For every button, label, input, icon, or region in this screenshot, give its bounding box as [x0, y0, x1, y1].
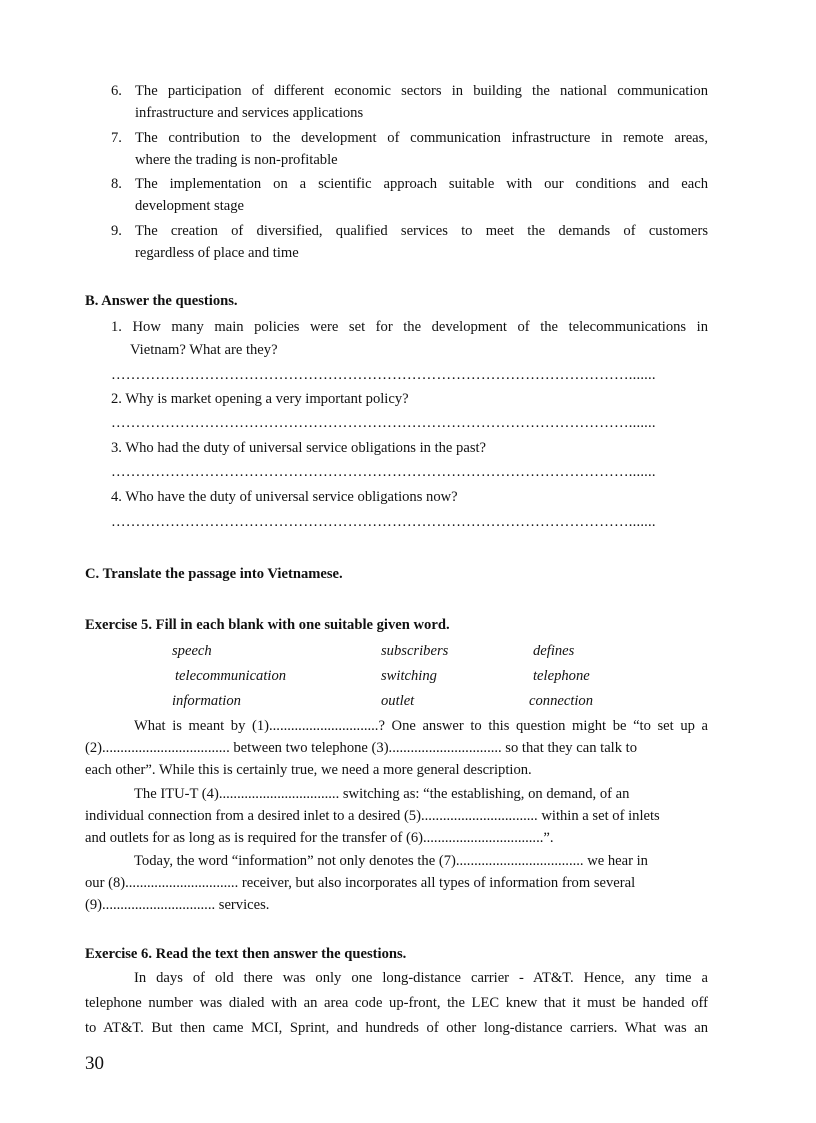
- question-1-line: 1. How many main policies were set for the development of the telecommunications in: [111, 319, 708, 335]
- paragraph-line: (9)............................... services.: [85, 897, 270, 913]
- paragraph-line: What is meant by (1)..............................? One answer to this question might be “to set up a: [134, 718, 708, 734]
- section-c-heading: C. Translate the passage into Vietnamese.: [85, 566, 343, 582]
- word-bank-item: defines: [533, 643, 575, 659]
- word-bank-item: connection: [529, 693, 594, 709]
- word-bank-item: switching: [381, 668, 437, 684]
- list-text-line: regardless of place and time: [135, 245, 299, 261]
- list-text-line: The participation of different economic sectors in building the national communication: [135, 83, 708, 99]
- paragraph-line: our (8)............................... receiver, but also incorporates all types of information from several: [85, 875, 636, 891]
- word-bank-item: telephone: [533, 668, 590, 684]
- list-number: 8.: [111, 176, 122, 192]
- paragraph-line: In days of old there was only one long-distance carrier - AT&T. Hence, any time a: [134, 970, 708, 986]
- question-4: 4. Who have the duty of universal service obligations now?: [111, 489, 458, 505]
- list-number: 6.: [111, 83, 122, 99]
- section-b-heading: B. Answer the questions.: [85, 293, 238, 309]
- paragraph-line: The ITU-T (4)................................. switching as: “the establishing, on demand, of an: [134, 786, 630, 802]
- paragraph-line: to AT&T. But then came MCI, Sprint, and hundreds of other long-distance carriers. What was an: [85, 1020, 708, 1036]
- list-text-line: infrastructure and services applications: [135, 105, 364, 121]
- answer-line-1[interactable]: …………………………………………………………………………………………….......: [111, 367, 656, 383]
- list-number: 7.: [111, 130, 122, 146]
- word-bank-item: outlet: [381, 693, 415, 709]
- paragraph-line: each other”. While this is certainly true, we need a more general description.: [85, 762, 532, 778]
- word-bank-item: speech: [172, 643, 212, 659]
- answer-line-4[interactable]: …………………………………………………………………………………………….......: [111, 514, 656, 530]
- list-text-line: The contribution to the development of communication infrastructure in remote areas,: [135, 130, 708, 146]
- question-3: 3. Who had the duty of universal service obligations in the past?: [111, 440, 487, 456]
- word-bank-item: information: [172, 693, 241, 709]
- question-1-line: Vietnam? What are they?: [130, 342, 278, 358]
- paragraph-line: Today, the word “information” not only denotes the (7)................................... we hear in: [134, 853, 648, 869]
- paragraph-line: individual connection from a desired inlet to a desired (5)................................ within a set of inlets: [85, 808, 660, 824]
- answer-line-2[interactable]: …………………………………………………………………………………………….......: [111, 415, 656, 431]
- exercise-6-heading: Exercise 6. Read the text then answer the questions.: [85, 946, 407, 962]
- paragraph-line: (2)................................... between two telephone (3)............................... so that they can talk to: [85, 740, 638, 756]
- answer-line-3[interactable]: …………………………………………………………………………………………….......: [111, 464, 656, 480]
- list-text-line: The creation of diversified, qualified services to meet the demands of customers: [135, 223, 708, 239]
- paragraph-line: telephone number was dialed with an area code up-front, the LEC knew that it must be handed off: [85, 995, 708, 1011]
- list-text-line: where the trading is non-profitable: [135, 152, 338, 168]
- word-bank-item: subscribers: [381, 643, 449, 659]
- word-bank-item: telecommunication: [175, 668, 287, 684]
- question-2: 2. Why is market opening a very important policy?: [111, 391, 409, 407]
- list-text-line: The implementation on a scientific approach suitable with our conditions and each: [135, 176, 708, 192]
- paragraph-line: and outlets for as long as is required for the transfer of (6).................................”.: [85, 830, 554, 846]
- list-text-line: development stage: [135, 198, 245, 214]
- page-number: 30: [85, 1053, 104, 1074]
- exercise-5-heading: Exercise 5. Fill in each blank with one suitable given word.: [85, 617, 450, 633]
- list-number: 9.: [111, 223, 122, 239]
